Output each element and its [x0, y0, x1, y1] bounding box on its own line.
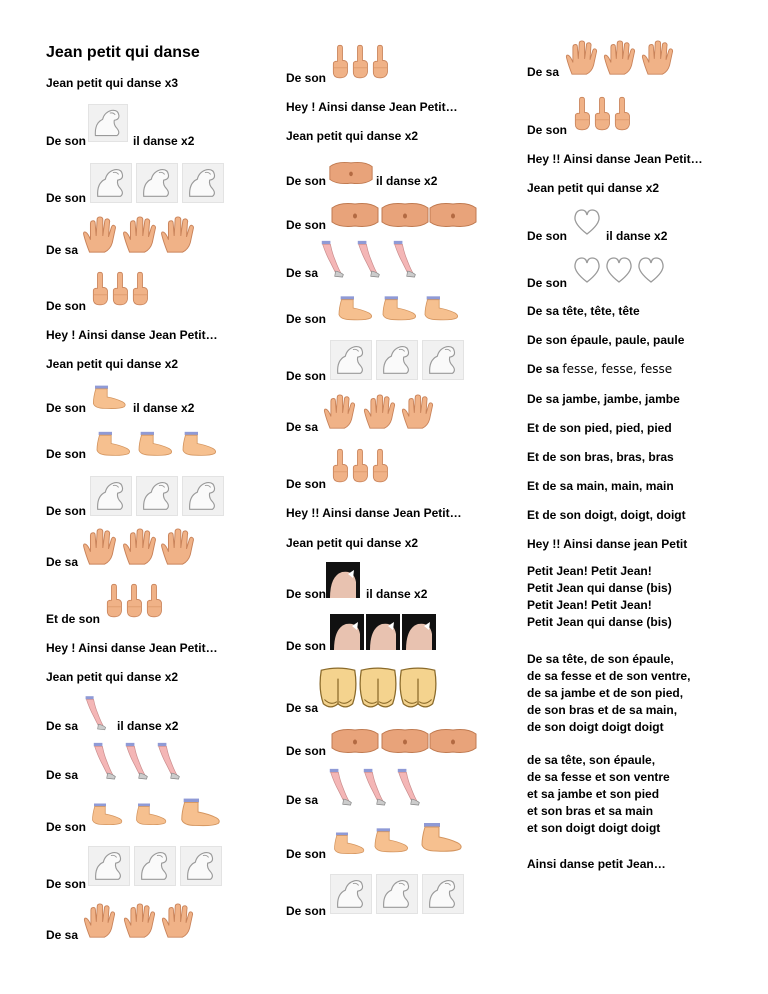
open-hand-icon [398, 394, 436, 430]
lyric-line: De sa [46, 719, 79, 733]
lyric-line: Hey !! Ainsi danse Jean Petit… [286, 506, 462, 520]
heart-icon [572, 208, 602, 236]
lyric-line: Hey !! Ainsi danse Jean Petit… [527, 152, 703, 166]
foot-icon [378, 294, 418, 322]
leg-icon [328, 768, 354, 806]
flexed-arm-icon [180, 846, 222, 886]
pointing-finger-icon [370, 446, 390, 486]
open-hand-icon [562, 40, 600, 76]
open-hand-icon [320, 394, 358, 430]
lyric-line: De son [286, 71, 327, 85]
pointing-finger-icon [350, 42, 370, 82]
foot-icon [176, 796, 222, 828]
pointing-finger-icon [572, 94, 592, 134]
flexed-arm-icon [422, 340, 464, 380]
lyric-line: Jean petit qui danse x3 [46, 76, 179, 90]
pointing-finger-icon [124, 582, 144, 620]
lyric-line: De son [286, 174, 327, 188]
lyric-line: De son [527, 123, 568, 137]
open-hand-icon [158, 528, 196, 566]
lyric-line: De son [46, 299, 87, 313]
flexed-arm-icon [134, 846, 176, 886]
flexed-arm-icon [88, 104, 128, 142]
leg-icon [392, 240, 418, 278]
lyric-line: Hey !! Ainsi danse jean Petit [527, 537, 688, 551]
leg-icon [396, 768, 422, 806]
lyric-line: De son épaule, paule, paule [527, 333, 685, 347]
flexed-arm-icon [90, 476, 132, 516]
shoulder-icon [402, 614, 436, 650]
open-hand-icon [638, 40, 676, 76]
foot-icon [134, 430, 174, 457]
open-hand-icon [120, 903, 158, 939]
lyric-line: il danse x2 [376, 174, 438, 188]
pointing-finger-icon [330, 446, 350, 486]
lyric-line: Jean petit qui danse x2 [527, 181, 660, 195]
belly-icon [328, 160, 374, 186]
open-hand-icon [80, 903, 118, 939]
lyric-line: Et de son [46, 612, 101, 626]
buttocks-icon [318, 664, 358, 710]
foot-icon [330, 830, 366, 856]
lyric-text: fesse, fesse, fesse [562, 362, 673, 376]
pointing-finger-icon [104, 582, 124, 620]
leg-icon [362, 768, 388, 806]
lyric-line: De sa [46, 555, 79, 569]
lyric-line: De sa [46, 928, 79, 942]
buttocks-icon [398, 664, 438, 710]
lyric-line: De sa [286, 266, 319, 280]
foot-icon [132, 801, 168, 827]
pointing-finger-icon [330, 42, 350, 82]
pointing-finger-icon [592, 94, 612, 134]
foot-icon [334, 294, 374, 322]
flexed-arm-icon [330, 874, 372, 914]
lyric-line: De son [46, 191, 87, 205]
lyric-line: De sa [46, 768, 79, 782]
lyric-line: De son [46, 401, 87, 415]
leg-icon [84, 695, 108, 731]
lyric-line: De son [46, 134, 87, 148]
lyric-line: Hey ! Ainsi danse Jean Petit… [286, 100, 458, 114]
heart-icon [604, 256, 634, 284]
lyric-line: De sa jambe, jambe, jambe [527, 392, 680, 406]
lyric-line: De sa [46, 243, 79, 257]
lyric-line: De son [286, 744, 327, 758]
flexed-arm-icon [182, 476, 224, 516]
verse-block: de sa tête, son épaule, de sa fesse et son ventre et sa jambe et son pied et son bras et sa main et son doigt doigt doigt [527, 753, 670, 835]
leg-icon [124, 742, 150, 780]
pointing-finger-icon [370, 42, 390, 82]
lyric-line: De son [286, 639, 327, 653]
lyric-text: De sa [527, 362, 560, 376]
flexed-arm-icon [330, 340, 372, 380]
foot-icon [92, 430, 132, 457]
heart-icon [636, 256, 666, 284]
lyric-line: De son [286, 587, 327, 601]
foot-icon [88, 801, 124, 827]
lyric-line: De son [46, 504, 87, 518]
lyric-line: De son [286, 369, 327, 383]
open-hand-icon [120, 528, 158, 566]
lyric-line: il danse x2 [133, 134, 195, 148]
lyric-line: De sa [286, 701, 319, 715]
page-title: Jean petit qui danse [46, 44, 200, 61]
flexed-arm-icon [422, 874, 464, 914]
lyric-line: De sa [286, 420, 319, 434]
lyric-line: De son [46, 447, 87, 461]
open-hand-icon [600, 40, 638, 76]
foot-icon [416, 820, 464, 854]
lyric-line: De sa [286, 793, 319, 807]
buttocks-icon [358, 664, 398, 710]
flexed-arm-icon [376, 340, 418, 380]
belly-icon [428, 728, 478, 754]
flexed-arm-icon [136, 163, 178, 203]
lyric-line: Et de son doigt, doigt, doigt [527, 508, 686, 522]
pointing-finger-icon [90, 270, 110, 308]
lyric-line: De sa tête, tête, tête [527, 304, 640, 318]
lyric-line: De son [286, 218, 327, 232]
pointing-finger-icon [110, 270, 130, 308]
lyric-line: Et de son bras, bras, bras [527, 450, 674, 464]
pointing-finger-icon [144, 582, 164, 620]
belly-icon [380, 728, 430, 754]
lyric-line: Hey ! Ainsi danse Jean Petit… [46, 641, 218, 655]
flexed-arm-icon [136, 476, 178, 516]
open-hand-icon [360, 394, 398, 430]
lyric-line: Jean petit qui danse x2 [46, 670, 179, 684]
lyric-line: Hey ! Ainsi danse Jean Petit… [46, 328, 218, 342]
pointing-finger-icon [612, 94, 632, 134]
foot-icon [370, 826, 410, 854]
shoulder-icon [326, 562, 360, 598]
open-hand-icon [158, 903, 196, 939]
pointing-finger-icon [350, 446, 370, 486]
open-hand-icon [120, 216, 158, 254]
lyric-line: Jean petit qui danse x2 [286, 536, 419, 550]
belly-icon [330, 202, 380, 228]
chorus-block: Petit Jean! Petit Jean! Petit Jean qui danse (bis) Petit Jean! Petit Jean! Petit Jean qui danse (bis) [527, 564, 672, 629]
foot-icon [88, 384, 128, 410]
lyric-line: De son [286, 904, 327, 918]
flexed-arm-icon [90, 163, 132, 203]
lyric-line: Et de son pied, pied, pied [527, 421, 672, 435]
shoulder-icon [366, 614, 400, 650]
lyric-line: De sa [527, 65, 560, 79]
lyric-line: De son [286, 847, 327, 861]
foot-icon [420, 294, 460, 322]
lyric-line: Ainsi danse petit Jean… [527, 857, 666, 871]
lyric-line: il danse x2 [133, 401, 195, 415]
lyric-line: il danse x2 [366, 587, 428, 601]
lyric-line: Jean petit qui danse x2 [46, 357, 179, 371]
open-hand-icon [158, 216, 196, 254]
lyric-line: il danse x2 [117, 719, 179, 733]
belly-icon [330, 728, 380, 754]
belly-icon [380, 202, 430, 228]
pointing-finger-icon [130, 270, 150, 308]
lyric-line: Jean petit qui danse x2 [286, 129, 419, 143]
lyric-line [527, 362, 672, 376]
flexed-arm-icon [88, 846, 130, 886]
lyric-line: De son [46, 820, 87, 834]
lyric-line: De son [286, 477, 327, 491]
open-hand-icon [80, 216, 118, 254]
open-hand-icon [80, 528, 118, 566]
heart-icon [572, 256, 602, 284]
flexed-arm-icon [182, 163, 224, 203]
flexed-arm-icon [376, 874, 418, 914]
foot-icon [178, 430, 218, 457]
lyric-line: il danse x2 [606, 229, 668, 243]
belly-icon [428, 202, 478, 228]
lyric-line: De son [527, 276, 568, 290]
leg-icon [156, 742, 182, 780]
lyric-line: De son [286, 312, 327, 326]
leg-icon [356, 240, 382, 278]
lyric-line: Et de sa main, main, main [527, 479, 674, 493]
leg-icon [92, 742, 118, 780]
verse-block: De sa tête, de son épaule, de sa fesse et de son ventre, de sa jambe et de son pied, de son bras et de sa main, de son doigt doigt doigt [527, 652, 691, 734]
lyric-line: De son [46, 877, 87, 891]
shoulder-icon [330, 614, 364, 650]
leg-icon [320, 240, 346, 278]
lyric-line: De son [527, 229, 568, 243]
